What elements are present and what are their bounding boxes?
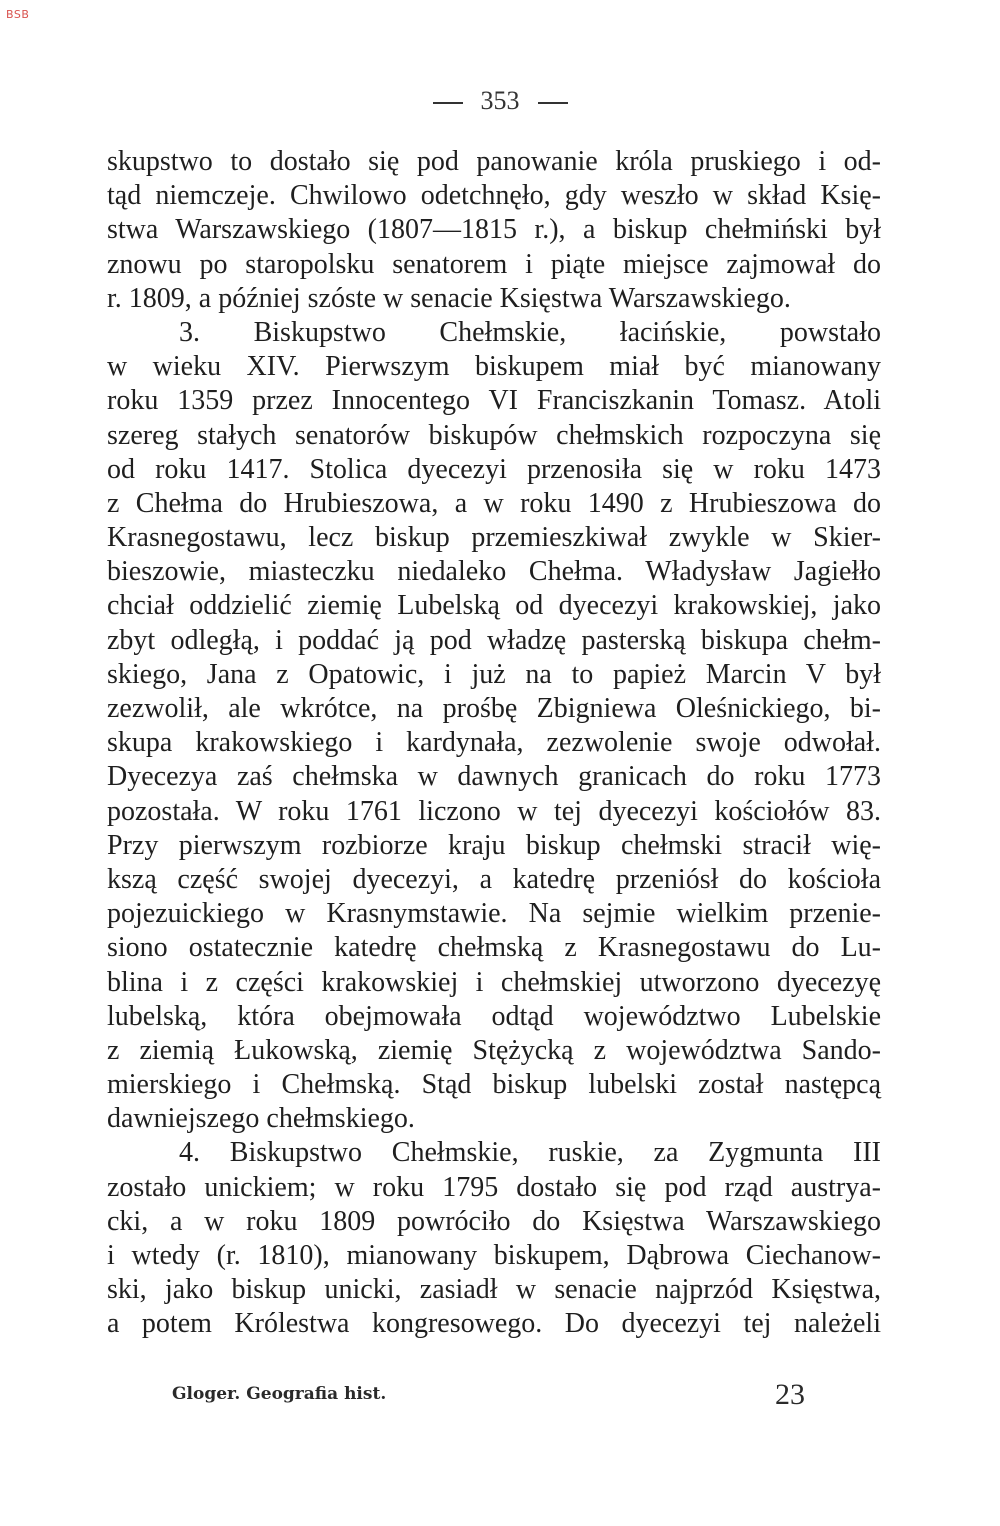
body-text xyxy=(107,145,881,1342)
text-line: i wtedy (r. 1810), mianowany biskupem, Dąbrowa Ciechanow- xyxy=(107,1240,881,1271)
text-line: zostało unickiem; w roku 1795 dostało się pod rząd austrya- xyxy=(107,1171,881,1203)
section-3-text: Biskupstwo Chełmskie, łacińskie, powstało xyxy=(253,316,881,348)
text-line: cki, a w roku 1809 powróciło do Księstwa Warszawskiego xyxy=(107,1205,881,1237)
text-line: Dyecezya zaś chełmska w dawnych granicach do roku 1773 xyxy=(107,761,881,793)
text-line: roku 1359 przez Innocentego VI Franciszkanin Tomasz. Atoli xyxy=(107,385,881,417)
text-line: z ziemią Łukowską, ziemię Stężycką z województwa Sando- xyxy=(107,1034,881,1066)
section-4-heading-line xyxy=(107,1136,881,1170)
text-line: dawniejszego chełmskiego. xyxy=(107,1103,415,1135)
text-line: r. 1809, a później szóste w senacie Księstwa Warszawskiego. xyxy=(107,282,791,314)
text-line: zezwolił, ale wkrótce, na prośbę Zbigniewa Oleśnickiego, bi- xyxy=(107,693,881,724)
section-4-text: Biskupstwo Chełmskie, ruskie, za Zygmunta III xyxy=(229,1137,882,1169)
text-line: bieszowie, miasteczku niedaleko Chełma. Władysław Jagiełło xyxy=(107,556,881,588)
text-line: blina i z części krakowskiej i chełmskiej utworzono dyecezyę xyxy=(107,966,881,998)
text-line: siono ostatecznie katedrę chełmską z Krasnegostawu do Lu- xyxy=(107,932,881,964)
text-line: a potem Królestwa kongresowego. Do dyecezyi tej należeli xyxy=(107,1308,881,1340)
text-line: ski, jako biskup unicki, zasiadł w senacie najprzód Księstwa, xyxy=(107,1274,881,1306)
signature-mark: Gloger. Geografia hist. xyxy=(172,1384,387,1404)
right-dash xyxy=(538,102,568,104)
text-line: znowu po staropolsku senatorem i piąte miejsce zajmował do xyxy=(107,248,881,280)
text-line: pozostała. W roku 1761 liczono w tej dyecezyi kościołów 83. xyxy=(107,795,881,827)
section-number-3: 3. xyxy=(179,316,200,348)
text-line: lubelską, która obejmowała odtąd województwo Lubelskie xyxy=(107,1000,881,1032)
text-line: z Chełma do Hrubieszowa, a w roku 1490 z Hrubieszowa do xyxy=(107,487,881,519)
text-line: kszą część swojej dyecezyi, a katedrę przeniósł do kościoła xyxy=(107,863,881,895)
text-line: chciał oddzielić ziemię Lubelską od dyecezyi krakowskiej, jako xyxy=(107,590,881,622)
text-line: tąd niemczeje. Chwilowo odetchnęło, gdy weszło w skład Księ- xyxy=(107,180,881,212)
text-line: mierskiego i Chełmską. Stąd biskup lubelski został następcą xyxy=(107,1069,881,1101)
text-line: pojezuickiego w Krasnymstawie. Na sejmie wielkim przenie- xyxy=(107,898,881,930)
section-3-heading-line xyxy=(107,316,881,350)
text-line: szereg stałych senatorów biskupów chełmskich rozpoczyna się xyxy=(107,419,881,451)
page-number: 353 xyxy=(480,86,520,115)
left-dash xyxy=(433,102,463,104)
text-line: w wieku XIV. Pierwszym biskupem miał być mianowany xyxy=(107,351,881,383)
page-number-header xyxy=(0,86,1000,116)
page-footer xyxy=(0,1378,1000,1418)
text-line: skupstwo to dostało się pod panowanie króla pruskiego i od- xyxy=(107,146,881,177)
text-line: skupa krakowskiego i kardynała, zezwolenie swoje odwołał. xyxy=(107,727,881,759)
sheet-number: 23 xyxy=(775,1378,805,1411)
section-number-4: 4. xyxy=(179,1137,200,1169)
text-line: skiego, Jana z Opatowic, i już na to papież Marcin V był xyxy=(107,658,881,690)
text-line: stwa Warszawskiego (1807—1815 r.), a biskup chełmiński był xyxy=(107,214,881,246)
text-line: zbyt odległą, i poddać ją pod władzę pasterską biskupa chełm- xyxy=(107,624,881,656)
library-stamp: BSB xyxy=(6,8,30,21)
text-line: Przy pierwszym rozbiorze kraju biskup chełmski stracił wię- xyxy=(107,829,881,861)
text-line: od roku 1417. Stolica dyecezyi przenosiła się w roku 1473 xyxy=(107,453,881,485)
text-line: Krasnegostawu, lecz biskup przemieszkiwał zwykle w Skier- xyxy=(107,522,881,554)
